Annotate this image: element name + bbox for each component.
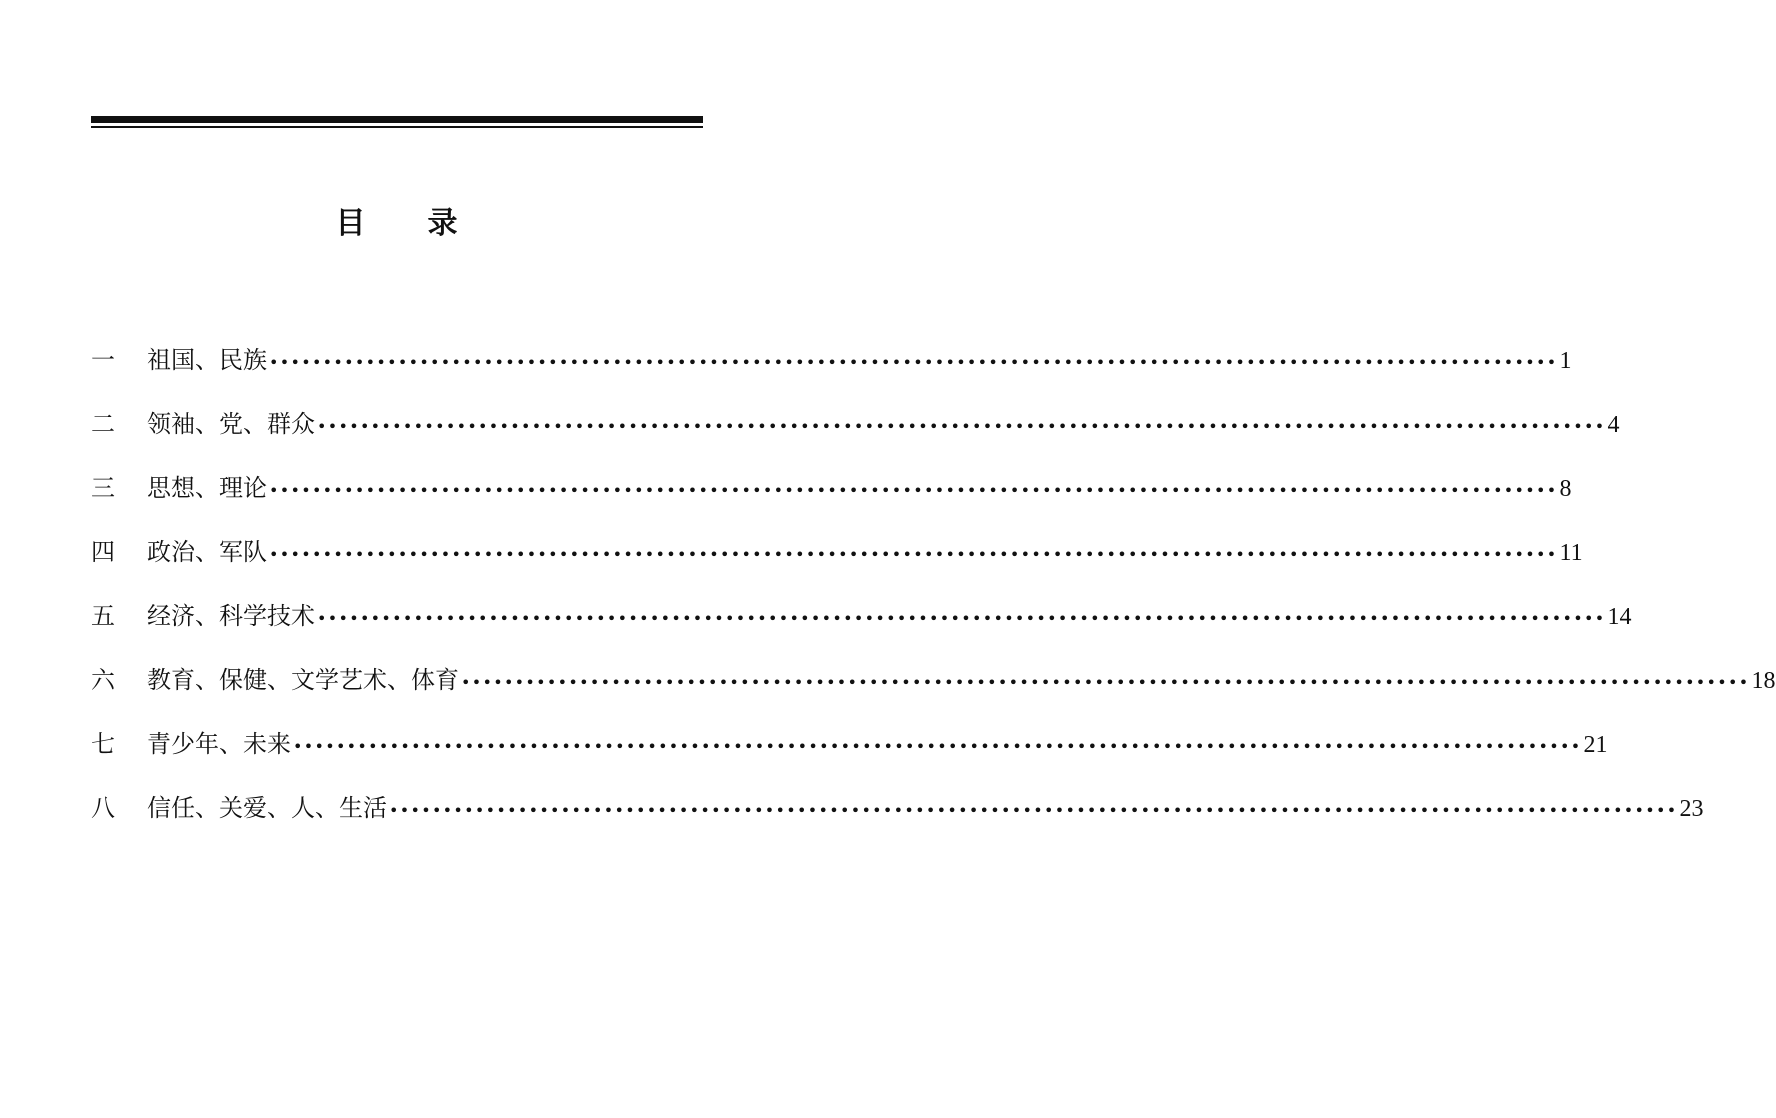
toc-entry[interactable] (91, 530, 1583, 594)
header-rule-thin (91, 126, 703, 128)
dot-leader: •••••••••••••••••••••••••••••••••••••••••••••••••••••••••••••••••••••••••••••••••••••••••••••••••••••••••••••••••••••••• (293, 737, 1582, 756)
page-title (0, 204, 793, 244)
toc-entry-page: 8 (1559, 476, 1572, 502)
table-of-contents (91, 338, 1776, 850)
dot-leader: •••••••••••••••••••••••••••••••••••••••••••••••••••••••••••••••••••••••••••••••••••••••••••••••••••••••••••••••••••••••• (461, 673, 1750, 692)
dot-leader: •••••••••••••••••••••••••••••••••••••••••••••••••••••••••••••••••••••••••••••••••••••••••••••••••••••••••••••••••••••••• (317, 417, 1606, 436)
dot-leader: •••••••••••••••••••••••••••••••••••••••••••••••••••••••••••••••••••••••••••••••••••••••••••••••••••••••••••••••••••••••• (317, 609, 1606, 628)
toc-entry-number: 四 (91, 538, 115, 566)
toc-entry-number: 五 (91, 602, 115, 630)
toc-entry-page: 11 (1559, 540, 1583, 566)
toc-entry-number: 七 (91, 730, 115, 758)
toc-entry-number: 六 (91, 666, 115, 694)
toc-entry-page: 18 (1751, 668, 1776, 694)
toc-entry-number: 八 (91, 794, 115, 822)
toc-entry-page: 21 (1583, 732, 1608, 758)
toc-entry-title: 信任、关爱、人、生活 (147, 794, 387, 822)
toc-entry[interactable] (91, 466, 1572, 530)
toc-entry-title: 青少年、未来 (147, 730, 291, 758)
dot-leader: •••••••••••••••••••••••••••••••••••••••••••••••••••••••••••••••••••••••••••••••••••••••••••••••••••••••••••••••••••••••• (269, 481, 1558, 500)
toc-entry-number: 一 (91, 346, 115, 374)
toc-entry-title: 思想、理论 (147, 474, 267, 502)
dot-leader: •••••••••••••••••••••••••••••••••••••••••••••••••••••••••••••••••••••••••••••••••••••••••••••••••••••••••••••••••••••••• (269, 353, 1558, 372)
toc-entry[interactable] (91, 402, 1620, 466)
toc-entry[interactable] (91, 338, 1572, 402)
toc-entry[interactable] (91, 786, 1704, 850)
dot-leader: •••••••••••••••••••••••••••••••••••••••••••••••••••••••••••••••••••••••••••••••••••••••••••••••••••••••••••••••••••••••• (269, 545, 1558, 564)
toc-entry-title: 领袖、党、群众 (147, 410, 315, 438)
toc-entry-number: 三 (91, 474, 115, 502)
toc-entry-page: 1 (1559, 348, 1572, 374)
toc-entry-number: 二 (91, 410, 115, 438)
toc-entry-title: 政治、军队 (147, 538, 267, 566)
toc-entry-title: 经济、科学技术 (147, 602, 315, 630)
toc-entry-page: 23 (1679, 796, 1704, 822)
title-char-1: 目 (335, 206, 366, 241)
header-rule-thick (91, 116, 703, 123)
toc-entry-title: 教育、保健、文学艺术、体育 (147, 666, 459, 694)
toc-entry-page: 4 (1607, 412, 1620, 438)
toc-entry-title: 祖国、民族 (147, 346, 267, 374)
toc-entry[interactable] (91, 594, 1632, 658)
title-char-2: 录 (427, 206, 458, 241)
toc-entry[interactable] (91, 658, 1776, 722)
toc-entry[interactable] (91, 722, 1608, 786)
dot-leader: •••••••••••••••••••••••••••••••••••••••••••••••••••••••••••••••••••••••••••••••••••••••••••••••••••••••••••••••••••••••• (389, 801, 1678, 820)
toc-entry-page: 14 (1607, 604, 1632, 630)
